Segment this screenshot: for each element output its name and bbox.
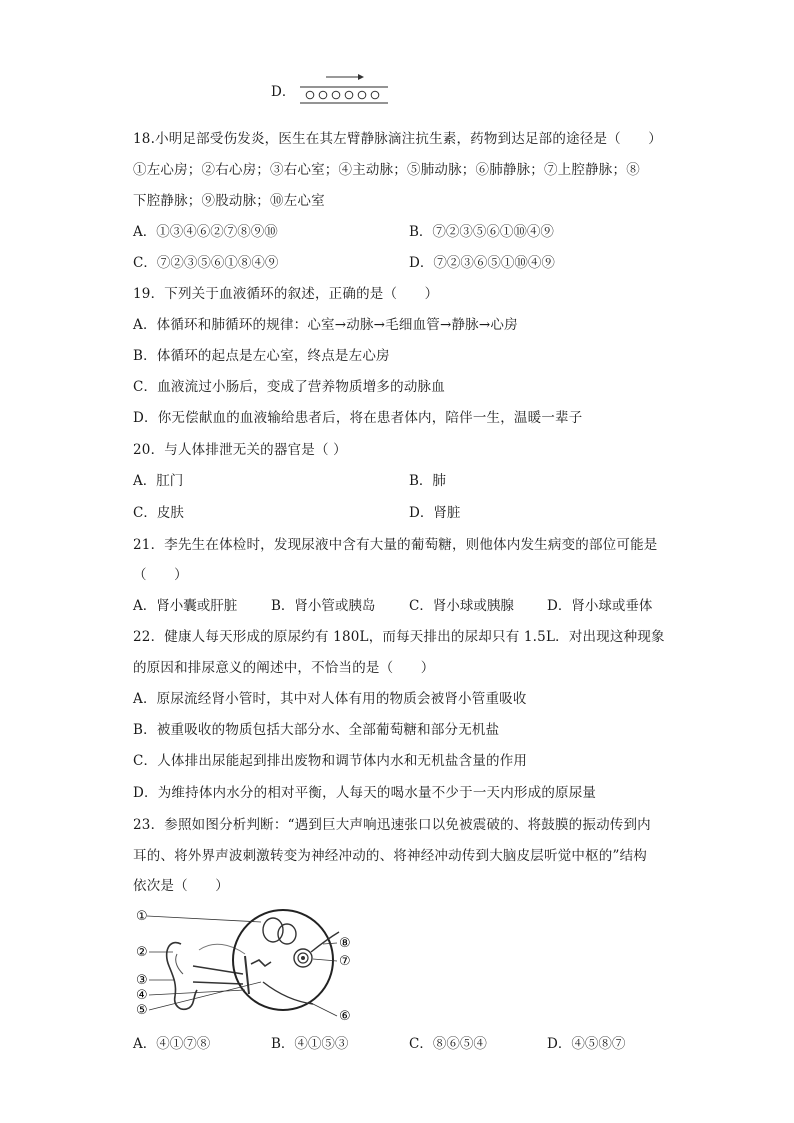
q20-stem: 20．与人体排泄无关的器官是（ ） <box>133 442 347 458</box>
q22-option-c[interactable]: C．人体排出尿能起到排出废物和调节体内水和无机盐含量的作用 <box>133 753 528 769</box>
q23-stem-line3: 依次是（ ） <box>133 878 229 894</box>
q23-stem-line2: 耳的、将外界声波刺激转变为神经冲动的、将神经冲动传到大脑皮层听觉中枢的”结构 <box>133 848 648 864</box>
figure-label-2: ② <box>136 945 148 960</box>
q22-option-a[interactable]: A．原尿流经肾小管时，其中对人体有用的物质会被肾小管重吸收 <box>133 691 527 707</box>
figure-label-1: ① <box>136 909 148 924</box>
q19-option-b[interactable]: B．体循环的起点是左心室，终点是左心房 <box>133 348 390 364</box>
ear-structure-diagram <box>133 904 363 1026</box>
q21-option-b[interactable]: B．肾小管或胰岛 <box>271 598 376 614</box>
q23-option-b[interactable]: B．④①⑤③ <box>271 1036 349 1052</box>
q22-option-d[interactable]: D．为维持体内水分的相对平衡，人每天的喝水量不少于一天内形成的原尿量 <box>133 785 597 801</box>
q18-list-line2: 下腔静脉；⑨股动脉；⑩左心室 <box>133 193 325 209</box>
q21-stem: 21．李先生在体检时，发现尿液中含有大量的葡萄糖，则他体内发生病变的部位可能是 <box>133 537 658 553</box>
figure-label-5: ⑤ <box>136 1003 148 1018</box>
q21-option-d[interactable]: D．肾小球或垂体 <box>547 598 653 614</box>
figure-label-3: ③ <box>136 973 148 988</box>
q23-option-d[interactable]: D．④⑤⑧⑦ <box>547 1036 626 1052</box>
q18-option-a[interactable]: A．①③④⑥②⑦⑧⑨⑩ <box>133 224 278 240</box>
q18-option-c[interactable]: C．⑦②③⑤⑥①⑧④⑨ <box>133 255 279 271</box>
figure-label-8: ⑧ <box>339 936 351 951</box>
q23-option-a[interactable]: A．④①⑦⑧ <box>133 1036 211 1052</box>
q20-option-b[interactable]: B．肺 <box>409 473 446 489</box>
q22-option-b[interactable]: B．被重吸收的物质包括大部分水、全部葡萄糖和部分无机盐 <box>133 722 500 738</box>
q18-option-d[interactable]: D．⑦②③⑥⑤①⑩④⑨ <box>409 255 555 271</box>
q23-option-c[interactable]: C．⑧⑥⑤④ <box>409 1036 487 1052</box>
q19-option-d[interactable]: D．你无偿献血的血液输给患者后，将在患者体内，陪伴一生，温暖一辈子 <box>133 410 583 426</box>
capillary-figure <box>298 72 390 106</box>
q22-stem-line1: 22．健康人每天形成的原尿约有 180L，而每天排出的尿却只有 1.5L．对出现这种现象 <box>133 629 665 645</box>
q21-option-a[interactable]: A．肾小囊或肝脏 <box>133 598 238 614</box>
q19-stem: 19．下列关于血液循环的叙述，正确的是（ ） <box>133 286 439 302</box>
q20-option-d[interactable]: D．肾脏 <box>409 505 461 521</box>
q23-stem-line1: 23．参照如图分析判断：“遇到巨大声响迅速张口以免被震破的、将鼓膜的振动传到内 <box>133 817 651 833</box>
figure-label-7: ⑦ <box>339 954 351 969</box>
q20-option-c[interactable]: C．皮肤 <box>133 505 184 521</box>
q18-list-line1: ①左心房；②右心房；③右心室；④主动脉；⑤肺动脉；⑥肺静脉；⑦上腔静脉；⑧ <box>133 162 640 178</box>
q21-option-c[interactable]: C．肾小球或胰腺 <box>409 598 514 614</box>
q17-option-d-label: D． <box>271 84 296 100</box>
figure-label-6: ⑥ <box>339 1009 351 1024</box>
q18-option-b[interactable]: B．⑦②③⑤⑥①⑩④⑨ <box>409 224 554 240</box>
q22-stem-line2: 的原因和排尿意义的阐述中，不恰当的是（ ） <box>133 660 435 676</box>
q19-option-a[interactable]: A．体循环和肺循环的规律：心室→动脉→毛细血管→静脉→心房 <box>133 317 518 333</box>
figure-label-4: ④ <box>136 988 148 1003</box>
q19-option-c[interactable]: C．血液流过小肠后，变成了营养物质增多的动脉血 <box>133 379 445 395</box>
q18-stem: 18.小明足部受伤发炎，医生在其左臂静脉滴注抗生素，药物到达足部的途径是（ ） <box>133 131 662 147</box>
q21-answer-paren: （ ） <box>133 567 188 583</box>
q20-option-a[interactable]: A．肛门 <box>133 473 184 489</box>
